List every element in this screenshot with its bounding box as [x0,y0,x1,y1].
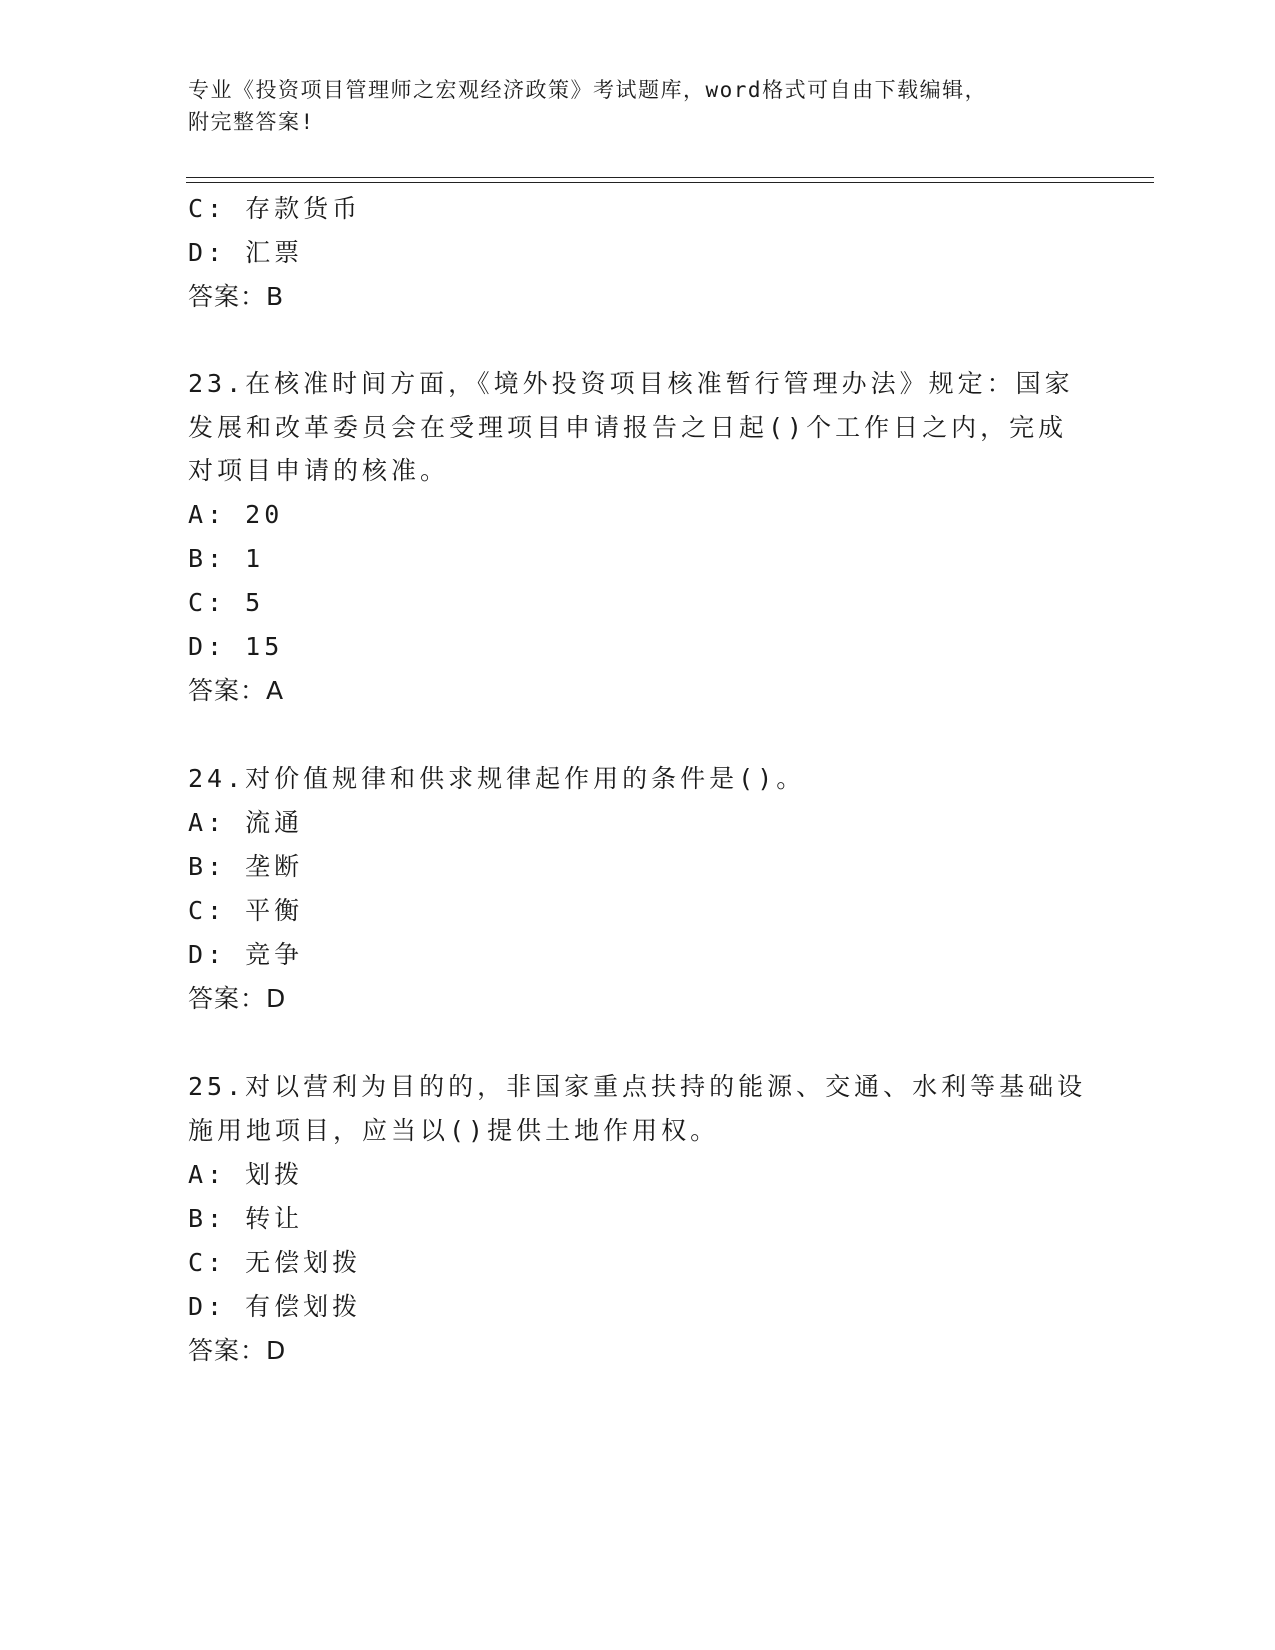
option-a: A: 20 [188,500,284,529]
header-divider-bottom [186,182,1154,183]
header-line-2: 附完整答案! [188,110,315,134]
option-d: D: 汇票 [188,238,304,267]
option-b: B: 转让 [188,1204,304,1233]
option-b: B: 垄断 [188,852,304,881]
header-divider-top [186,177,1154,178]
question-24-line-1: 24.对价值规律和供求规律起作用的条件是()。 [188,764,806,793]
answer-line: 答案：D [188,1336,287,1365]
option-a: A: 划拨 [188,1160,304,1189]
option-c: C: 平衡 [188,896,304,925]
option-d: D: 15 [188,632,284,661]
option-a: A: 流通 [188,808,304,837]
option-c: C: 5 [188,588,265,617]
answer-line: 答案：A [188,676,285,705]
question-25-line-1: 25.对以营利为目的的，非国家重点扶持的能源、交通、水利等基础设 [188,1072,1087,1101]
question-23-line-1: 23.在核准时间方面，《境外投资项目核准暂行管理办法》规定：国家 [188,369,1074,398]
option-c: C: 存款货币 [188,194,362,223]
option-d: D: 竞争 [188,940,304,969]
question-25-line-2: 施用地项目，应当以()提供土地作用权。 [188,1116,720,1145]
option-b: B: 1 [188,544,265,573]
header-line-1: 专业《投资项目管理师之宏观经济政策》考试题库，word格式可自由下载编辑， [188,78,988,102]
answer-line: 答案：D [188,984,287,1013]
option-c: C: 无偿划拨 [188,1248,362,1277]
question-23-line-2: 发展和改革委员会在受理项目申请报告之日起()个工作日之内，完成 [188,413,1068,442]
question-23-line-3: 对项目申请的核准。 [188,456,450,485]
document-header [188,74,1088,138]
answer-line: 答案：B [188,282,285,311]
option-d: D: 有偿划拨 [188,1292,362,1321]
